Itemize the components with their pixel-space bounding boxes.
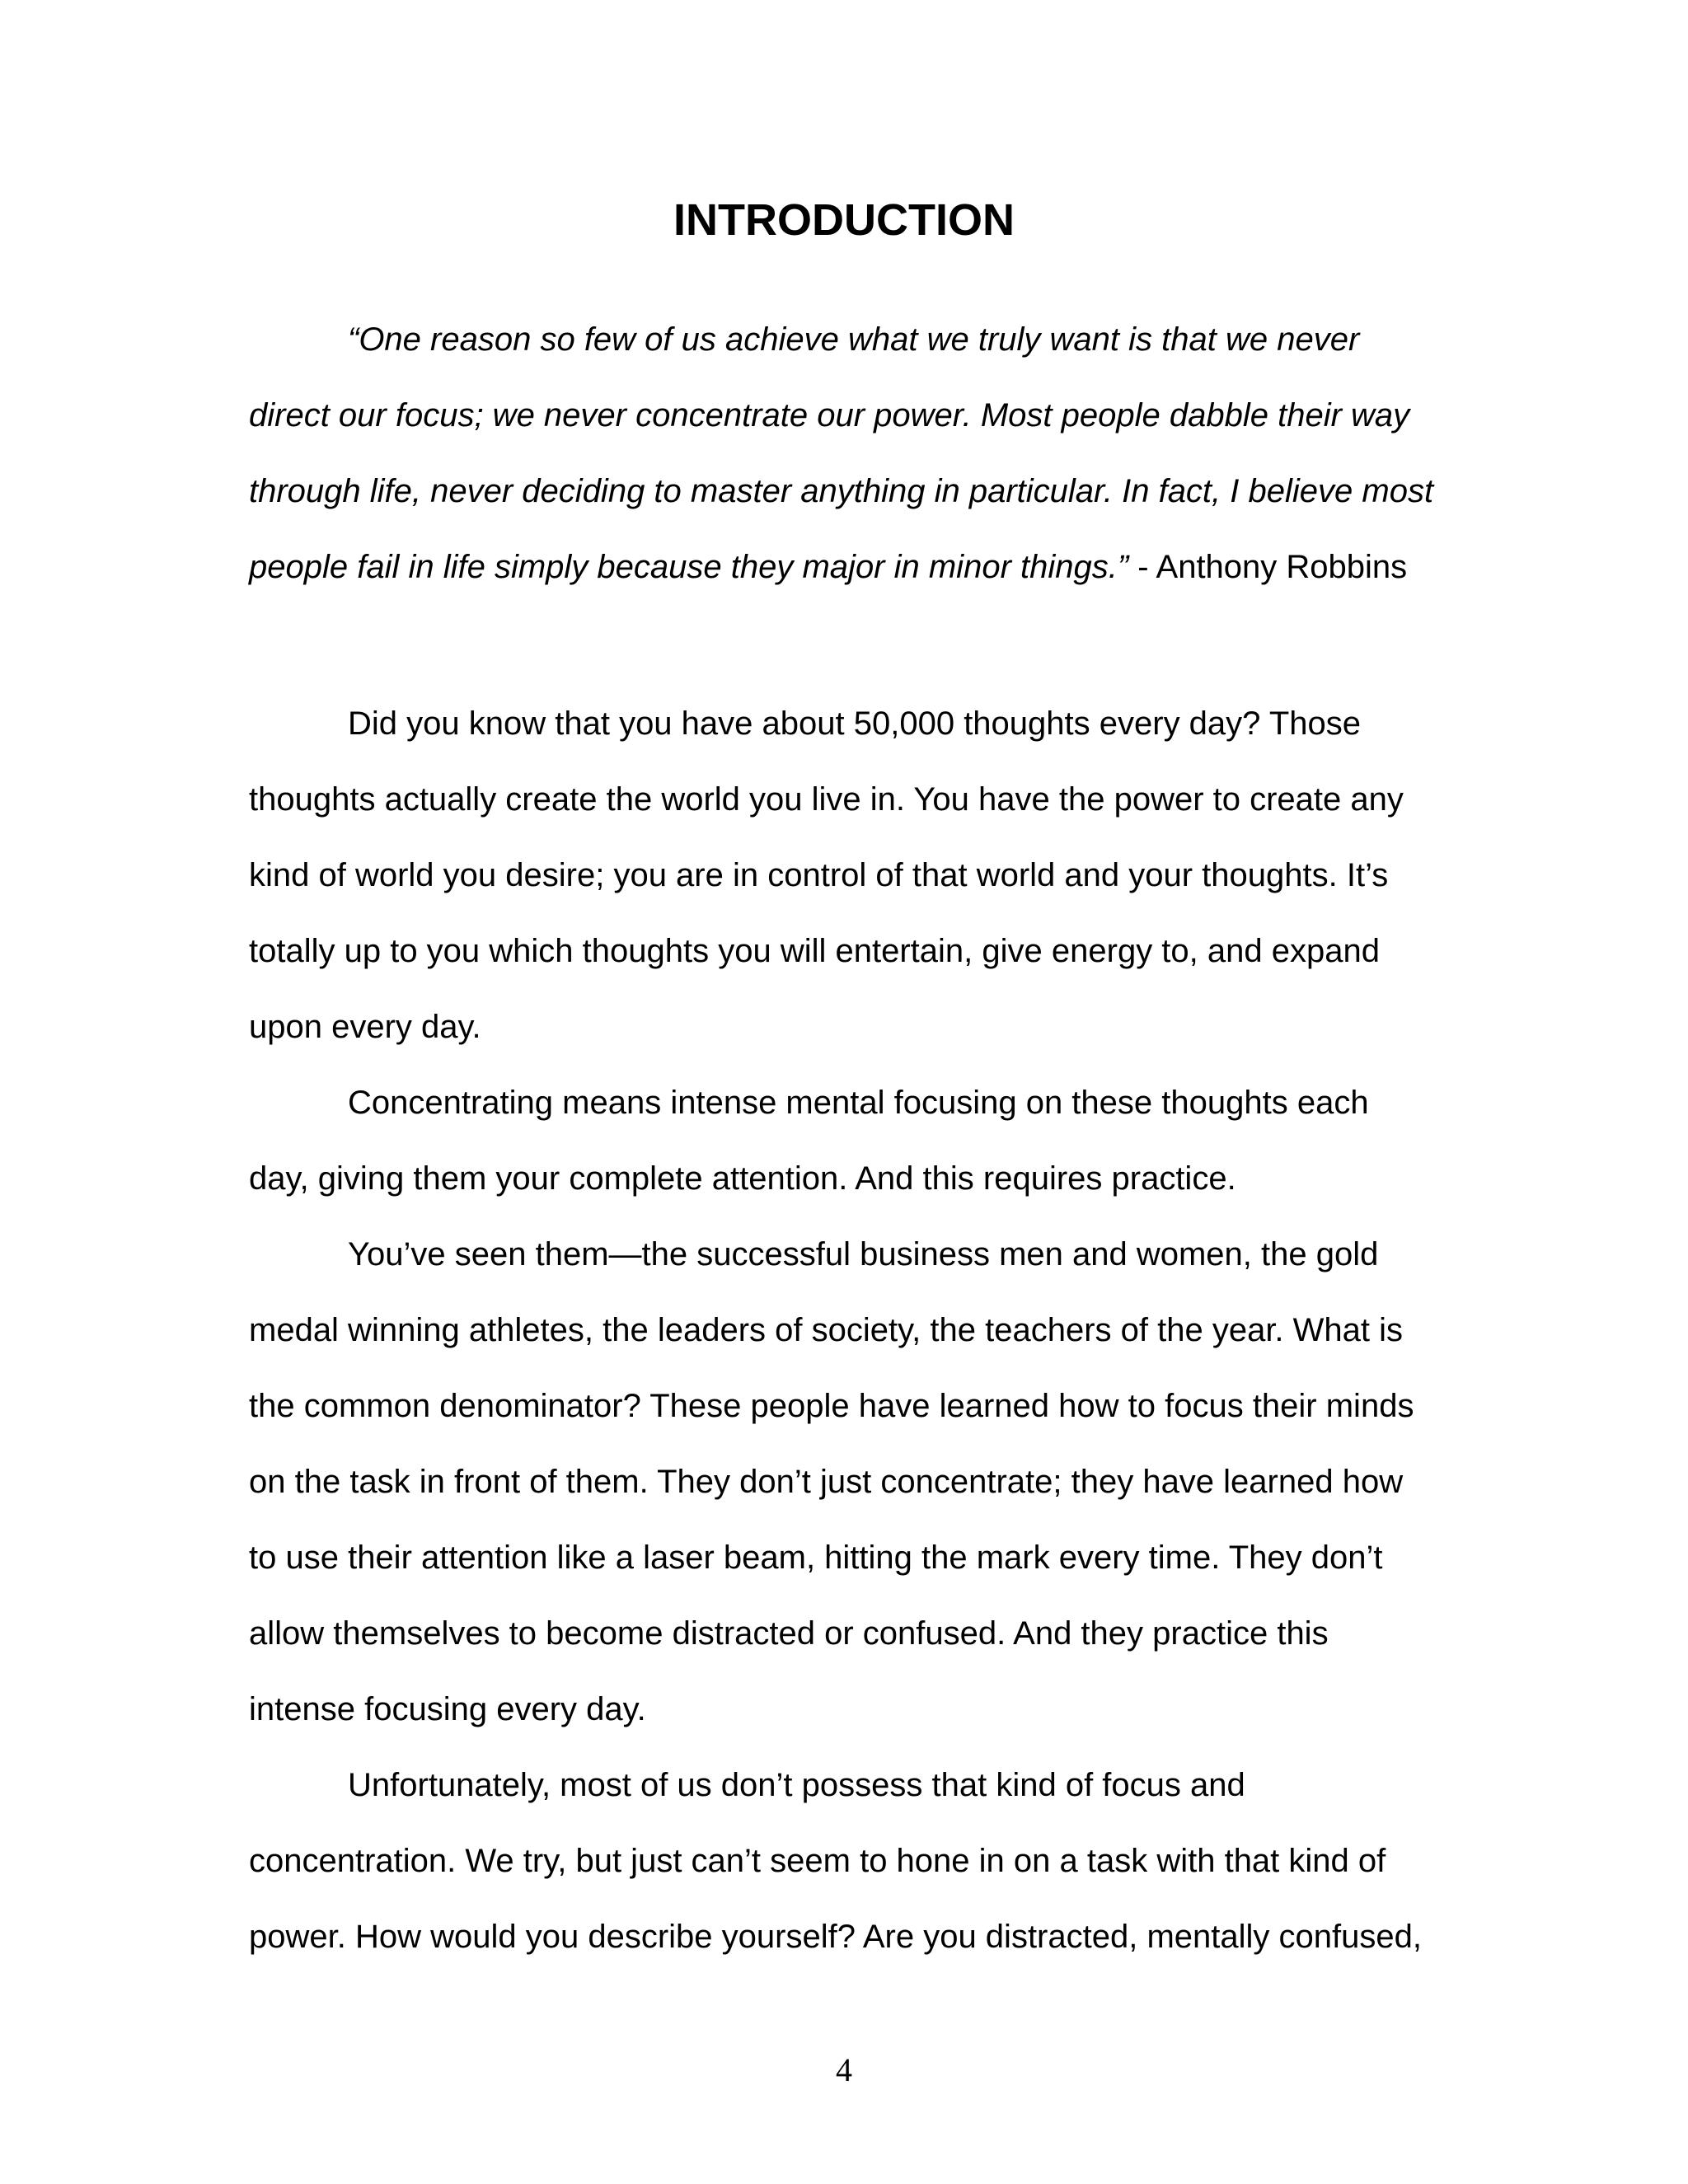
body-text: [249, 686, 1444, 1975]
text-line: allow themselves to become distracted or confused. And they practice this: [249, 1615, 1329, 1652]
text-line: Did you know that you have about 50,000 thoughts every day? Those: [348, 705, 1361, 742]
quote-line: direct our focus; we never concentrate our power. Most people dabble their way: [249, 397, 1410, 434]
epigraph-quote: [249, 302, 1444, 605]
text-line: kind of world you desire; you are in control of that world and your thoughts. It’s: [249, 857, 1389, 893]
paragraph: [249, 686, 1444, 1065]
text-line: thoughts actually create the world you live in. You have the power to create any: [249, 781, 1404, 818]
text-line: to use their attention like a laser beam, hitting the mark every time. They don’t: [249, 1540, 1383, 1576]
text-line: power. How would you describe yourself? Are you distracted, mentally confused,: [249, 1919, 1422, 1955]
text-line: the common denominator? These people have learned how to focus their minds: [249, 1388, 1414, 1424]
text-line: concentration. We try, but just can’t seem to hone in on a task with that kind of: [249, 1843, 1386, 1879]
paragraph: [249, 1747, 1444, 1975]
quote-line: people fail in life simply because they major in minor things.”: [249, 549, 1129, 585]
page-number: 4: [836, 2051, 852, 2088]
text-line: upon every day.: [249, 1009, 481, 1045]
text-line: on the task in front of them. They don’t just concentrate; they have learned how: [249, 1464, 1404, 1500]
text-line: day, giving them your complete attention. And this requires practice.: [249, 1160, 1236, 1197]
quote-line: “One reason so few of us achieve what we truly want is that we never: [348, 321, 1360, 358]
text-line: You’ve seen them—the successful business men and women, the gold: [348, 1236, 1379, 1272]
quote-attribution: - Anthony Robbins: [1128, 549, 1408, 585]
text-line: intense focusing every day.: [249, 1691, 646, 1727]
text-line: medal winning athletes, the leaders of society, the teachers of the year. What is: [249, 1312, 1404, 1348]
quote-line: through life, never deciding to master anything in particular. In fact, I believe most: [249, 473, 1434, 509]
text-line: Concentrating means intense mental focusing on these thoughts each: [348, 1085, 1369, 1121]
text-line: totally up to you which thoughts you will entertain, give energy to, and expand: [249, 933, 1380, 969]
page-title: INTRODUCTION: [673, 195, 1015, 245]
text-line: Unfortunately, most of us don’t possess that kind of focus and: [348, 1767, 1245, 1803]
paragraph: [249, 1216, 1444, 1747]
paragraph: [249, 1065, 1444, 1216]
